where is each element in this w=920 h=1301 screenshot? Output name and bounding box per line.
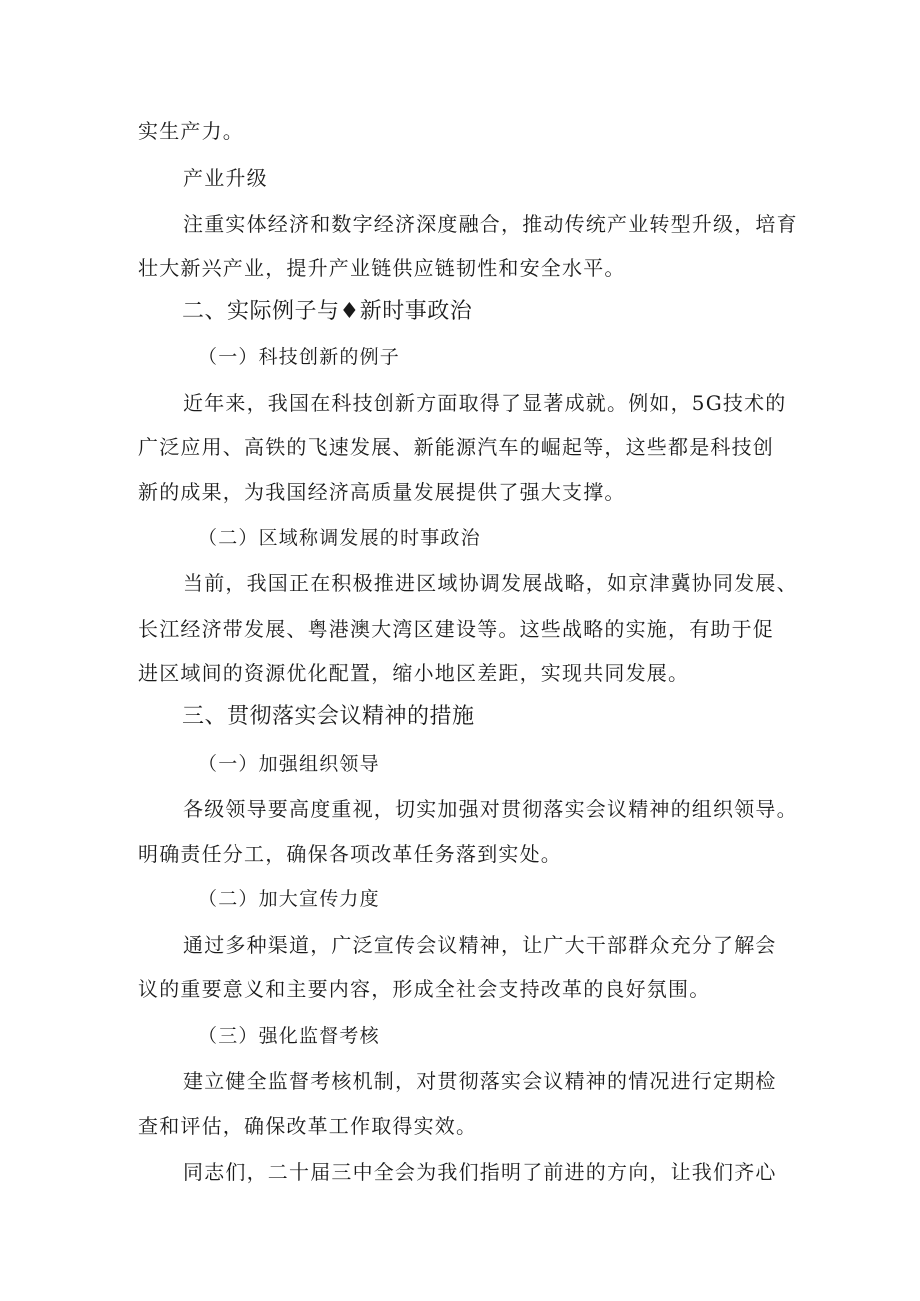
paragraph-line: 建立健全监督考核机制，对贯彻落实会议精神的情况进行定期检 xyxy=(183,1069,777,1093)
paragraph-line: 议的重要意义和主要内容，形成全社会支持改革的良好氛围。 xyxy=(138,977,711,1001)
paragraph-line: 广泛应用、高铁的飞速发展、新能源汽车的崛起等，这些都是科技创 xyxy=(138,435,774,459)
subheading: 产业升级 xyxy=(183,166,268,190)
paragraph-line: 同志们，二十届三中全会为我们指明了前进的方向，让我们齐心 xyxy=(183,1160,777,1184)
paragraph-line: 查和评估，确保改革工作取得实效。 xyxy=(138,1114,478,1138)
paragraph-line: 壮大新兴产业，提升产业链供应链韧性和安全水平。 xyxy=(138,256,626,280)
paragraph-line: 当前，我国正在积极推进区域协调发展战略，如京津冀协同发展、 xyxy=(183,571,798,595)
paragraph-line: 进区域间的资源优化配置，缩小地区差距，实现共同发展。 xyxy=(138,661,690,685)
subsection-heading: （一）科技创新的例子 xyxy=(198,346,401,368)
section-heading: 二、实际例子与♦新时事政治 xyxy=(182,299,473,324)
paragraph-line: 通过多种渠道，广泛宣传会议精神，让广大干部群众充分了解会 xyxy=(183,933,777,957)
subsection-heading: （二）区域称调发展的时事政治 xyxy=(198,527,481,549)
subsection-heading: （二）加大宣传力度 xyxy=(198,888,380,910)
subsection-heading: （一）加强组织领导 xyxy=(198,753,380,775)
paragraph-line: 实生产力。 xyxy=(138,119,244,143)
paragraph-line: 近年来，我国在科技创新方面取得了显著成就。例如，5G技术的 xyxy=(183,391,787,415)
paragraph-line: 注重实体经济和数字经济深度融合，推动传统产业转型升级，培育 xyxy=(183,212,798,236)
paragraph-line: 长江经济带发展、粤港澳大湾区建设等。这些战略的实施，有助于促 xyxy=(138,617,774,641)
subsection-heading: （三）强化监督考核 xyxy=(198,1025,380,1047)
paragraph-line: 明确责任分工，确保各项改革任务落到实处。 xyxy=(138,842,562,866)
paragraph-line: 各级领导要高度重视，切实加强对贯彻落实会议精神的组织领导。 xyxy=(183,797,798,821)
paragraph-line: 新的成果，为我国经济高质量发展提供了强大支撑。 xyxy=(138,480,626,504)
section-heading: 三、贯彻落实会议精神的措施 xyxy=(182,704,475,729)
